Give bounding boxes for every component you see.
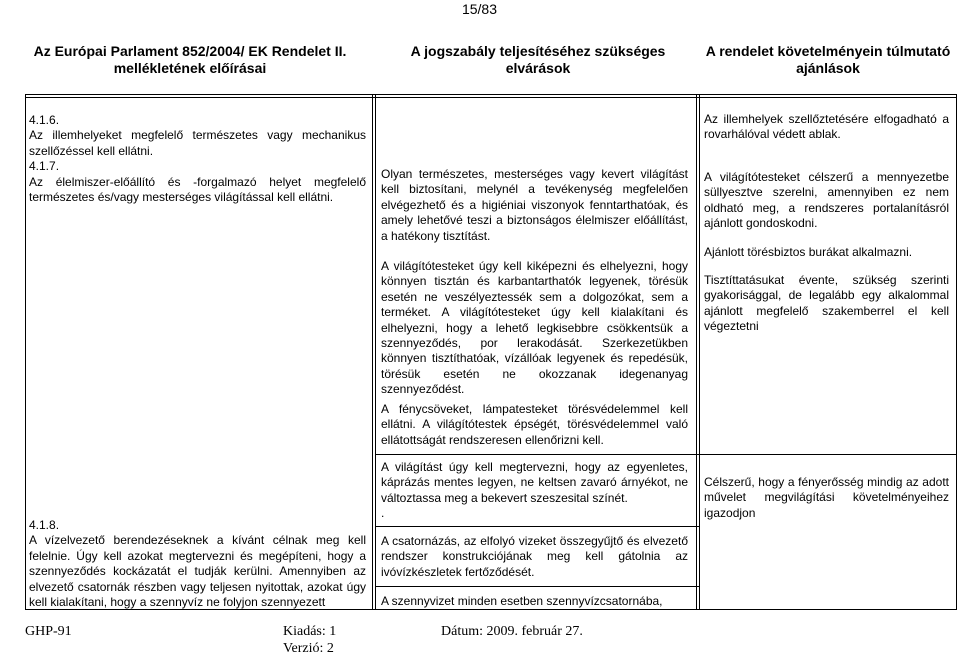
sewerage-expectation: A csatornázás, az elfolyó vizeket összegyűjtő és elvezető rendszer konstrukciójának meg kell gátolnia az ivóvízkészletek fertőződését. bbox=[381, 534, 688, 579]
fluorescent-tubes-expectation: A fénycsöveket, lámpatesteket törésvédelemmel kell ellátni. A világítótestek épségét, törésvédelemmel való ellátottságát rendszeresen ellenőrizni kell. bbox=[381, 402, 688, 447]
requirement-4-1-8: 4.1.8. A vízelvezető berendezéseknek a kívánt célnak meg kell felelnie. Úgy kell azokat megtervezni és megépíteni, hogy a szennyeződés kockázatát el tudják kerülni. Amennyiben az elvezető csatornák részben vagy teljesen nyitottak, azokat úgy kell kialakítani, hogy a szennyvíz ne folyjon szennyezett bbox=[29, 518, 366, 610]
cleaning-recommendation: Tisztíttatásukat évente, szükség szerinti gyakorisággal, de legalább egy alkalommal ajánlott megfelelő szakemberrel el kell végeztetni bbox=[704, 273, 949, 334]
header-regulation: Az Európai Parlament 852/2004/ EK Rendelet II. mellékletének előírásai bbox=[33, 43, 347, 76]
row-divider bbox=[375, 526, 699, 527]
light-fixture-mounting-recommendation: A világítótesteket célszerű a mennyezetbe süllyesztve szerelni, amennyiben ez nem oldható meg, a rendszeres portalanításról ajánlott gondoskodni. bbox=[704, 170, 949, 231]
header-expectations: A jogszabály teljesítéséhez szükséges elvárások bbox=[410, 43, 666, 76]
document-code: GHP-91 bbox=[25, 624, 72, 639]
row-divider bbox=[375, 454, 957, 455]
illuminance-recommendation: Célszerű, hogy a fényerősség mindig az adott művelet megvilágítási követelményeihez igazodjon bbox=[704, 475, 949, 520]
table-top-border bbox=[25, 97, 957, 98]
table-top-border bbox=[25, 94, 957, 95]
lighting-design-expectation: A világítást úgy kell megtervezni, hogy az egyenletes, káprázás mentes legyen, ne keltsen zavaró árnyékot, ne változtassa meg a bekevert szeszesital színét. . bbox=[381, 460, 688, 521]
row-divider bbox=[375, 586, 699, 587]
table-right-border bbox=[956, 94, 957, 610]
page-number: 15/83 bbox=[461, 1, 498, 17]
column-divider bbox=[699, 94, 700, 610]
lighting-expectation: Olyan természetes, mesterséges vagy kevert világítást kell biztosítani, melynél a tevékenység megfelelően elvégezhető és a higiéniai viszonyok fenntarthatóak, és amely lehetővé teszi a biztonságos élelmiszer előállítást, a hatékony tisztítást. bbox=[381, 167, 688, 243]
table-left-border bbox=[25, 94, 26, 610]
column-divider bbox=[372, 94, 373, 610]
column-divider bbox=[696, 94, 697, 610]
edition: Kiadás: 1 bbox=[283, 624, 337, 639]
shatterproof-cover-recommendation: Ajánlott törésbiztos burákat alkalmazni. bbox=[704, 245, 913, 259]
requirement-4-1-6-4-1-7: 4.1.6. Az illemhelyeket megfelelő természetes vagy mechanikus szellőzéssel kell ellátni. 4.1.7. Az élelmiszer-előállító és -forgalmazó helyet megfelelő természetes és/vagy mesterséges világítással kell ellátni. bbox=[29, 113, 366, 205]
toilet-ventilation-recommendation: Az illemhelyek szellőztetésére elfogadható a rovarhálóval védett ablak. bbox=[704, 112, 949, 142]
date: Dátum: 2009. február 27. bbox=[441, 624, 583, 639]
column-divider bbox=[375, 94, 376, 610]
wastewater-expectation: A szennyvizet minden esetben szennyvízcsatornába, bbox=[381, 594, 663, 608]
version: Verzió: 2 bbox=[283, 641, 334, 655]
light-fixtures-expectation: A világítótesteket úgy kell kiképezni és elhelyezni, hogy könnyen tisztán és karbantarthatók legyenek, törésük esetén ne veszélyeztessék sem a dolgozókat, sem a terméket. A világítótesteket úgy kell kialakítani és elhelyezni, hogy a lehető legkisebbre csökkentsük a szennyeződés, por lerakodását. Szerkezetükben könnyen tisztíthatóak, vízállóak legyenek és repedésük, törésük esetén ne okozzanak idegenanyag szennyeződést. bbox=[381, 259, 688, 397]
header-recommendations: A rendelet követelményein túlmutató ajánlások bbox=[705, 43, 951, 76]
